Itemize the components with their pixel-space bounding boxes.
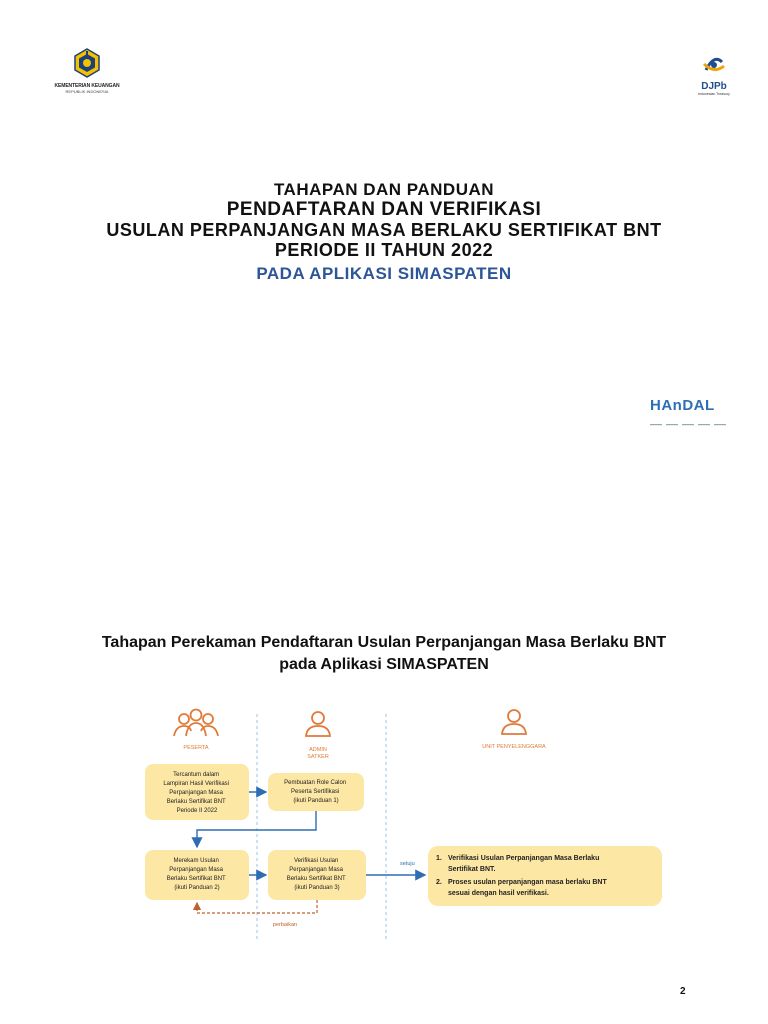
- kemenkeu-subtitle: REPUBLIK INDONESIA: [65, 89, 109, 94]
- box-unit-item-1-line-2: Sertifikat BNT.: [448, 866, 496, 873]
- lane-label-admin: ADMIN: [309, 747, 327, 753]
- kemenkeu-emblem-icon: [72, 48, 102, 78]
- lane-label-unit: UNIT PENYELENGGARA: [482, 744, 546, 750]
- section-title-line-1: Tahapan Perekaman Pendaftaran Usulan Perpanjangan Masa Berlaku BNT: [101, 634, 667, 651]
- box-unit-item-1-num: 1.: [436, 855, 442, 862]
- djpb-name: DJPb: [701, 81, 727, 92]
- box-pembuatan-role-line-1: Pembuatan Role Calon: [284, 780, 347, 786]
- box-pembuatan-role-line-2: Peserta Sertifikasi: [290, 789, 340, 795]
- box-tercantum-line-5: Periode II 2022: [176, 808, 218, 814]
- kemenkeu-name: KEMENTERIAN KEUANGAN: [54, 83, 120, 89]
- svg-text:Pembuatan Role Calon Peser: [284, 780, 348, 804]
- box-unit-item-2-line-1: Proses usulan perpanjangan masa berlaku BNT: [448, 879, 607, 886]
- kemenkeu-logo: [52, 48, 122, 94]
- box-merekam-usulan-line-1: Merekam Usulan: [173, 858, 219, 864]
- lane-label-peserta: PESERTA: [183, 745, 209, 751]
- box-verifikasi-usulan-line-1: Verifikasi Usulan: [293, 858, 339, 864]
- approve-label: setuju: [400, 861, 415, 867]
- box-unit-item-2-num: 2.: [436, 879, 442, 886]
- box-unit-item-2-line-2: sesuai dengan hasil verifikasi.: [448, 890, 549, 897]
- document-title: [0, 180, 768, 284]
- people-group-icon: [174, 710, 218, 737]
- box-pembuatan-role-line-3: (ikuti Panduan 1): [293, 798, 339, 804]
- title-line-2: PENDAFTARAN DAN VERIFIKASI: [226, 199, 542, 220]
- handal-logo-icon: HAnDAL: [650, 397, 715, 414]
- box-merekam-usulan-line-4: (ikuti Panduan 2): [174, 885, 220, 891]
- box-tercantum-line-4: Berlaku Sertifikat BNT: [166, 799, 226, 805]
- box-verifikasi-usulan-line-4: (ikuti Panduan 3): [294, 885, 340, 891]
- title-line-3: USULAN PERPANJANGAN MASA BERLAKU SERTIFIKAT BNT: [106, 220, 662, 240]
- box-tercantum-line-3: Perpanjangan Masa: [169, 790, 224, 796]
- page-number: 2: [680, 986, 686, 997]
- section-title: [0, 632, 768, 676]
- box-tercantum-line-1: Tercantum dalam: [173, 772, 220, 778]
- djpb-logo: [688, 52, 740, 96]
- admin-person-icon: [306, 712, 330, 736]
- unit-person-icon: [502, 710, 526, 734]
- box-unit-item-1-line-1: Verifikasi Usulan Perpanjangan Masa Berlaku: [448, 855, 600, 862]
- title-line-1: TAHAPAN DAN PANDUAN: [273, 180, 495, 199]
- djpb-subtitle: Indonesian Treasury: [698, 92, 730, 96]
- box-merekam-usulan-line-2: Perpanjangan Masa: [169, 867, 224, 873]
- flow-diagram: [0, 700, 768, 940]
- box-verifikasi-usulan-line-2: Perpanjangan Masa: [289, 867, 344, 873]
- box-tercantum-line-2: Lampiran Hasil Verifikasi: [163, 781, 230, 787]
- revise-label: perbaikan: [272, 922, 298, 928]
- handal-logo: [650, 398, 734, 432]
- title-line-4: PERIODE II TAHUN 2022: [274, 240, 494, 260]
- box-merekam-usulan-line-3: Berlaku Sertifikat BNT: [166, 876, 226, 882]
- section-title-line-2: pada Aplikasi SIMASPATEN: [279, 656, 489, 673]
- djpb-logo-icon: [700, 52, 728, 78]
- handal-underline-icon: [650, 423, 730, 427]
- box-verifikasi-usulan-line-3: Berlaku Sertifikat BNT: [286, 876, 346, 882]
- lane-label-satker: SATKER: [307, 754, 329, 760]
- title-line-5: PADA APLIKASI SIMASPATEN: [256, 264, 512, 283]
